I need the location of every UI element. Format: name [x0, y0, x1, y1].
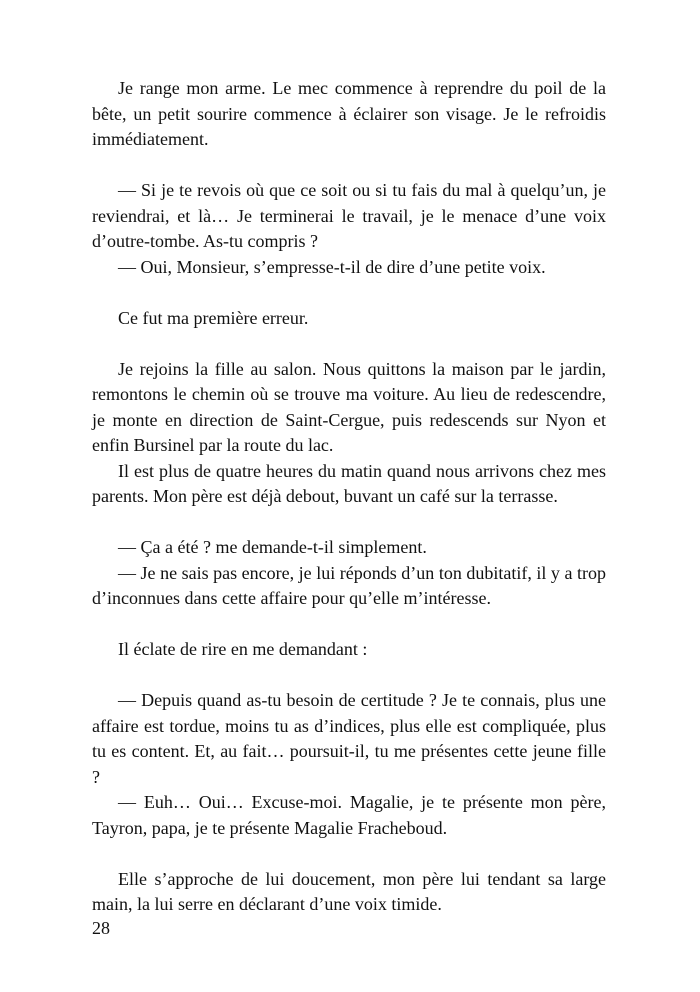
paragraph: Elle s’approche de lui doucement, mon père lui tendant sa large main, la lui serre en déclarant d’une voix timide.	[92, 868, 606, 914]
paragraph: Ce fut ma première erreur.	[118, 307, 309, 328]
dialogue-line: — Oui, Monsieur, s’empresse-t-il de dire d’une petite voix.	[118, 256, 546, 277]
paragraph: Je range mon arme. Le mec commence à reprendre du poil de la bête, un petit sourire commence à éclairer son visage. Je le refroidis immédiatement.	[92, 78, 606, 149]
paragraph: Il éclate de rire en me demandant :	[118, 639, 368, 659]
paragraph: Il est plus de quatre heures du matin quand nous arrivons chez mes parents. Mon père est déjà debout, buvant un café sur la terrasse.	[92, 460, 606, 506]
paragraph: Je rejoins la fille au salon. Nous quittons la maison par le jardin, remontons le chemin où se trouve ma voiture. Au lieu de redescendre, je monte en direction de Saint-Cergue, puis redescends sur Nyon et enfin Bursinel par la route du lac.	[92, 358, 606, 455]
dialogue-line: — Euh… Oui… Excuse-moi. Magalie, je te présente mon père, Tayron, papa, je te présente Magalie Fracheboud.	[92, 792, 606, 838]
dialogue-line: — Ça a été ? me demande-t-il simplement.	[118, 537, 427, 557]
body-text	[92, 76, 606, 918]
dialogue-line: — Je ne sais pas encore, je lui réponds d’un ton dubitatif, il y a trop d’inconnues dans cette affaire pour qu’elle m’intéresse.	[92, 562, 606, 608]
dialogue-line: — Si je te revois où que ce soit ou si tu fais du mal à quelqu’un, je reviendrai, et là… Je terminerai le travail, je le menace d’une voix d’outre-tombe. As-tu compris ?	[92, 180, 606, 251]
page-number: 28	[92, 918, 110, 938]
dialogue-line: — Depuis quand as-tu besoin de certitude ? Je te connais, plus une affaire est tordue, moins tu as d’indices, plus elle est compliquée, plus tu es content. Et, au fait… poursuit-il, tu me présentes cette jeune fille ?	[92, 690, 606, 787]
